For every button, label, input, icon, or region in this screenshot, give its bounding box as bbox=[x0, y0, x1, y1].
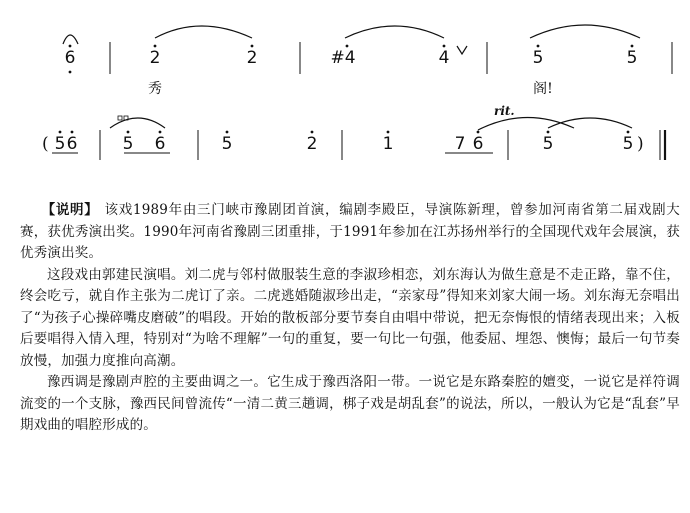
score-note: 6 bbox=[66, 134, 78, 154]
lyric: 阁! bbox=[533, 81, 553, 97]
close-paren: ) bbox=[637, 134, 644, 154]
score-note: 5 bbox=[532, 48, 544, 68]
open-paren: ( bbox=[42, 134, 49, 154]
score-note: 2 bbox=[246, 48, 258, 68]
score-note: 5 bbox=[54, 134, 66, 154]
score-note: 6 bbox=[154, 134, 166, 154]
slur bbox=[345, 26, 444, 38]
breath-mark bbox=[457, 46, 467, 54]
slur bbox=[63, 35, 78, 44]
lyric: 秀 bbox=[148, 81, 162, 97]
score-note: 6 bbox=[64, 48, 76, 68]
slur bbox=[548, 118, 632, 128]
music-score bbox=[0, 0, 690, 180]
score-note: 5 bbox=[622, 134, 634, 154]
explanation-paragraph: 豫西调是豫剧声腔的主要曲调之一。它生成于豫西洛阳一带。一说它是东路秦腔的嬗变，一说它是祥符调流变的一个支脉，豫西民间曾流传“一清二黄三趟调，梆子戏是胡乱套”的说法，所以，一般认为它是“乱套”早期戏曲的唱腔形成的。 bbox=[20, 374, 680, 433]
score-note: 5 bbox=[221, 134, 233, 154]
score-note: 2 bbox=[149, 48, 161, 68]
explanation bbox=[20, 200, 680, 437]
score-note: 5 bbox=[122, 134, 134, 154]
score-note: 7 bbox=[454, 134, 466, 154]
explanation-paragraph bbox=[20, 200, 680, 265]
explanation-paragraph: 这段戏由郭建民演唱。刘二虎与邻村做服装生意的李淑珍相恋，刘东海认为做生意是不走正路，靠不住，终会吃亏，就自作主张为二虎订了亲。二虎逃婚随淑珍出走，“亲家母”得知来刘家大闹一场。刘东海无奈唱出了“为孩子心操碎嘴皮磨破”的唱段。开始的散板部分要节奏自由唱中带说，把无奈悔恨的情绪表现出来；入板后要唱得入情入理，特别对“为啥不理解”一句的重复，要一句比一句强，他委屈、埋怨、懊悔；最后一句节奏放慢，加强力度推向高潮。 bbox=[20, 266, 680, 369]
score-note: #4 bbox=[330, 48, 356, 68]
score-note: 4 bbox=[438, 48, 450, 68]
score-lines bbox=[0, 0, 690, 180]
score-note: 6 bbox=[472, 134, 484, 154]
slur bbox=[155, 26, 252, 38]
score-note: 5 bbox=[626, 48, 638, 68]
score-note: 1 bbox=[382, 134, 394, 154]
slur bbox=[530, 25, 640, 38]
paragraph-text: 该戏1989年由三门峡市豫剧团首演，编剧李殿臣，导演陈新理，曾参加河南省第二届戏剧大赛，获优秀演出奖。1990年河南省豫剧三团重排，于1991年参加在江苏扬州举行的全国现代戏年会展演，获优秀演出奖。 bbox=[20, 202, 680, 261]
tempo-mark: rit. bbox=[494, 104, 515, 118]
explanation-label: 【说明】 bbox=[41, 202, 99, 218]
score-note: 5 bbox=[542, 134, 554, 154]
score-note: 2 bbox=[306, 134, 318, 154]
